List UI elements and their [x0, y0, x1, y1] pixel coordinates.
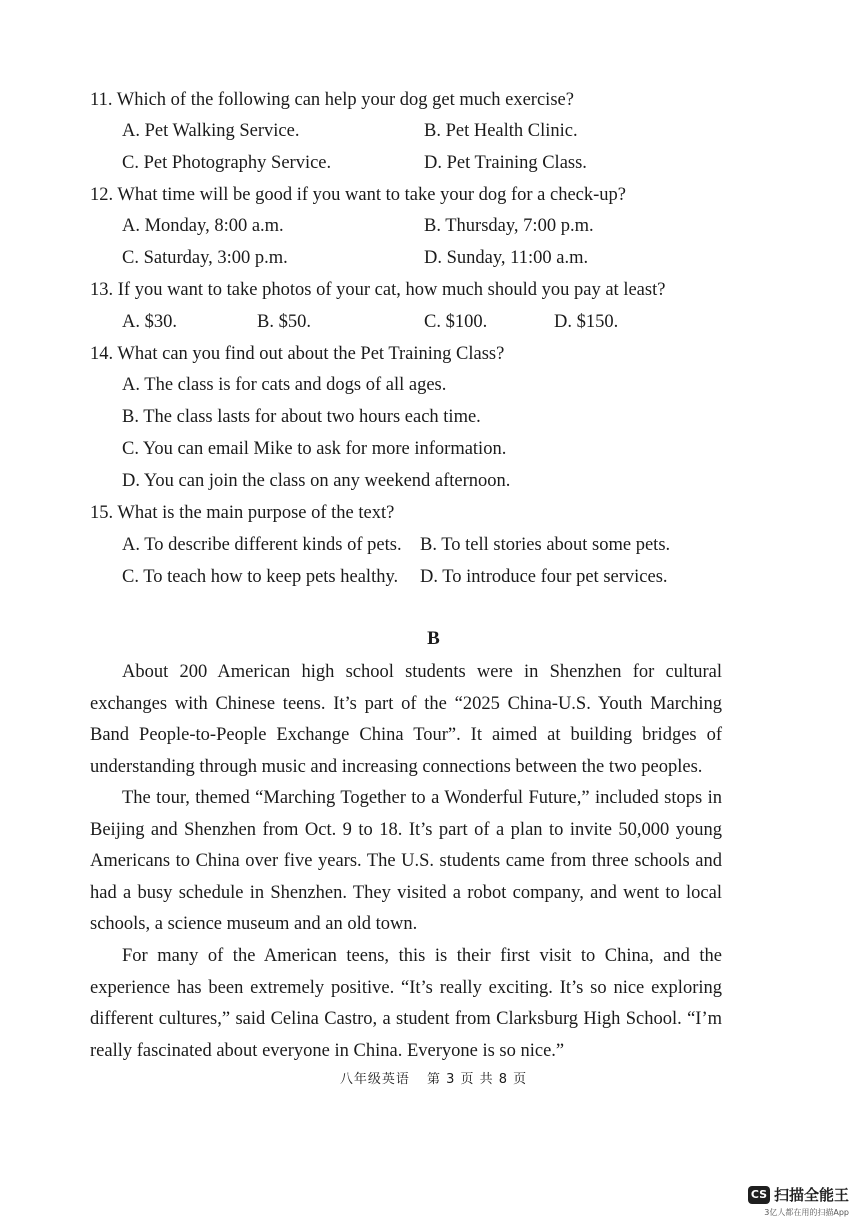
question-13-option-a: A. $30. — [122, 312, 177, 332]
question-14-option-b: B. The class lasts for about two hours each time. — [122, 407, 481, 427]
question-15-option-b: B. To tell stories about some pets. — [420, 535, 671, 555]
question-12-stem: 12. What time will be good if you want to take your dog for a check-up? — [90, 185, 627, 205]
question-14-option-a: A. The class is for cats and dogs of all ages. — [122, 375, 447, 395]
question-11-option-b: B. Pet Health Clinic. — [424, 121, 578, 141]
question-12-option-c: C. Saturday, 3:00 p.m. — [122, 248, 288, 268]
section-b-paragraph-1: About 200 American high school students were in Shenzhen for cultural exchanges with Chinese teens. It’s part of the “2025 China-U.S. Youth Marching Band People-to-People Exchange China Tour”. It aimed at building bridges of understanding through music and increasing connections between the two peoples. — [90, 662, 722, 777]
section-b-paragraph-3: For many of the American teens, this is their first visit to China, and the experience has been extremely positive. “It’s really exciting. It’s so nice exploring different cultures,” said Celina Castro, a student from Clarksburg High School. “I’m really fascinated about everyone in China. Everyone is so nice.” — [90, 946, 722, 1061]
footer-subject: 八年级英语 — [339, 1072, 410, 1087]
question-13-option-d: D. $150. — [554, 312, 619, 332]
question-15-option-c: C. To teach how to keep pets healthy. — [122, 567, 399, 587]
scanner-watermark — [748, 1184, 849, 1218]
section-b-title: B — [427, 628, 440, 649]
question-11-option-a: A. Pet Walking Service. — [122, 121, 300, 141]
question-12-option-b: B. Thursday, 7:00 p.m. — [424, 216, 594, 236]
question-13-option-b: B. $50. — [257, 312, 311, 332]
watermark-tagline: 3亿人都在用的扫描App — [764, 1208, 849, 1217]
camscanner-logo-icon: CS — [748, 1186, 770, 1204]
watermark-app-name: 扫描全能王 — [773, 1186, 849, 1204]
question-11-stem: 11. Which of the following can help your dog get much exercise? — [90, 90, 574, 110]
question-14-option-d: D. You can join the class on any weekend afternoon. — [122, 471, 511, 491]
question-15-stem: 15. What is the main purpose of the text? — [90, 503, 395, 523]
question-15-option-d: D. To introduce four pet services. — [420, 567, 668, 587]
question-11-option-c: C. Pet Photography Service. — [122, 153, 332, 173]
page-footer — [0, 1068, 867, 1087]
question-15-option-a: A. To describe different kinds of pets. — [122, 535, 402, 555]
section-b-paragraph-2: The tour, themed “Marching Together to a Wonderful Future,” included stops in Beijing and Shenzhen from Oct. 9 to 18. It’s part of a plan to invite 50,000 young Americans to China over five years. The U.S. students came from three schools and had a busy schedule in Shenzhen. They visited a robot company, and went to local schools, a science museum and an old town. — [90, 788, 722, 935]
question-14-option-c: C. You can email Mike to ask for more information. — [122, 439, 507, 459]
question-13-option-c: C. $100. — [424, 312, 488, 332]
question-12-option-a: A. Monday, 8:00 a.m. — [122, 216, 284, 236]
footer-page-number: 第 3 页 共 8 页 — [426, 1072, 528, 1087]
question-11-option-d: D. Pet Training Class. — [424, 153, 587, 173]
question-14-stem: 14. What can you find out about the Pet Training Class? — [90, 344, 505, 364]
question-13-stem: 13. If you want to take photos of your cat, how much should you pay at least? — [90, 280, 666, 300]
question-12-option-d: D. Sunday, 11:00 a.m. — [424, 248, 589, 268]
